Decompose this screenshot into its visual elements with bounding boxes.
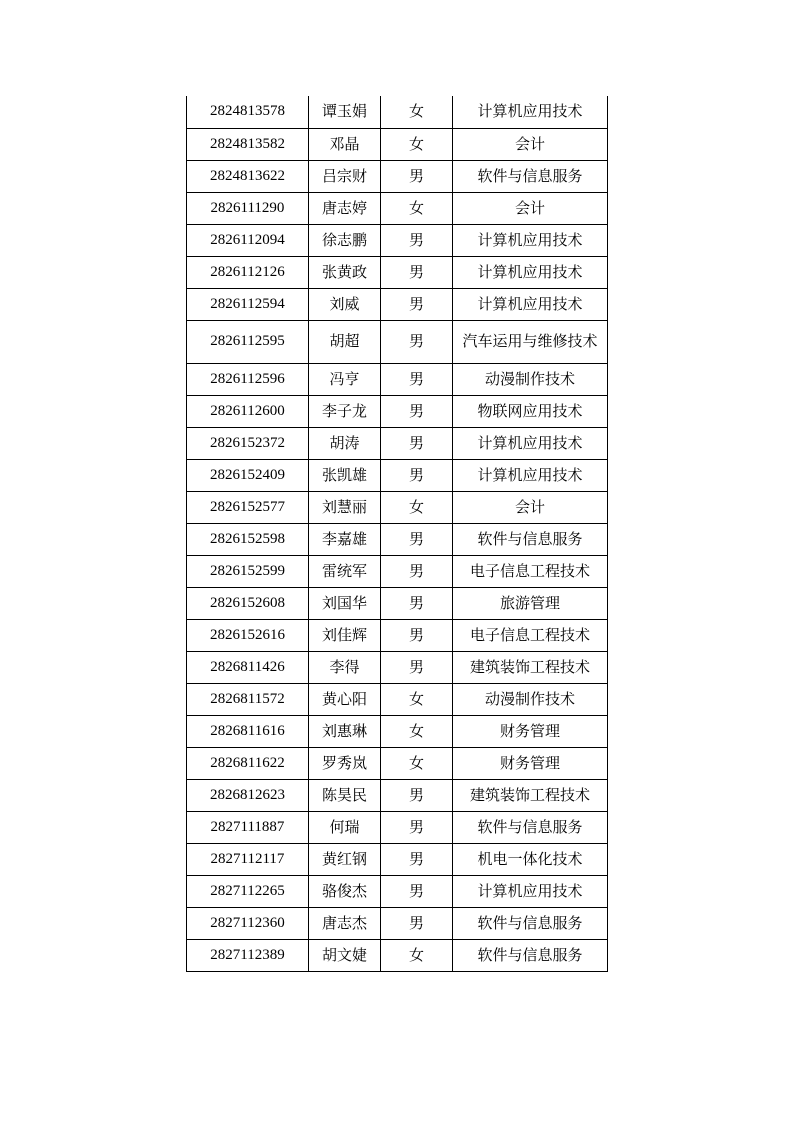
student-name-cell: 李子龙 [309, 395, 381, 427]
table-row [187, 747, 608, 779]
student-major-cell: 软件与信息服务 [453, 907, 608, 939]
student-major-cell: 电子信息工程技术 [453, 555, 608, 587]
table-row [187, 875, 608, 907]
student-name-cell: 刘国华 [309, 587, 381, 619]
table-row [187, 683, 608, 715]
student-id-cell: 2826811426 [187, 651, 309, 683]
student-gender-cell: 女 [381, 939, 453, 971]
student-major-cell: 财务管理 [453, 715, 608, 747]
student-name-cell: 张凯雄 [309, 459, 381, 491]
student-major-cell: 计算机应用技术 [453, 96, 608, 128]
table-row [187, 128, 608, 160]
student-id-cell: 2826112094 [187, 224, 309, 256]
student-major-cell: 计算机应用技术 [453, 224, 608, 256]
student-id-cell: 2827112265 [187, 875, 309, 907]
student-gender-cell: 男 [381, 256, 453, 288]
student-name-cell: 胡文婕 [309, 939, 381, 971]
student-gender-cell: 男 [381, 907, 453, 939]
student-name-cell: 吕宗财 [309, 160, 381, 192]
student-gender-cell: 男 [381, 555, 453, 587]
student-id-cell: 2826112596 [187, 363, 309, 395]
student-major-cell: 软件与信息服务 [453, 811, 608, 843]
table-row [187, 427, 608, 459]
table-row [187, 395, 608, 427]
student-gender-cell: 男 [381, 288, 453, 320]
table-row [187, 320, 608, 363]
student-id-cell: 2826152599 [187, 555, 309, 587]
student-major-cell: 会计 [453, 491, 608, 523]
student-table [186, 96, 608, 972]
student-major-cell: 软件与信息服务 [453, 939, 608, 971]
table-row [187, 523, 608, 555]
student-id-cell: 2827111887 [187, 811, 309, 843]
student-name-cell: 刘佳辉 [309, 619, 381, 651]
student-name-cell: 罗秀岚 [309, 747, 381, 779]
student-major-cell: 财务管理 [453, 747, 608, 779]
student-id-cell: 2827112389 [187, 939, 309, 971]
student-id-cell: 2826152608 [187, 587, 309, 619]
student-name-cell: 何瑞 [309, 811, 381, 843]
student-id-cell: 2826152598 [187, 523, 309, 555]
student-name-cell: 刘慧丽 [309, 491, 381, 523]
student-name-cell: 李嘉雄 [309, 523, 381, 555]
student-gender-cell: 男 [381, 224, 453, 256]
student-major-cell: 计算机应用技术 [453, 459, 608, 491]
student-major-cell: 会计 [453, 128, 608, 160]
table-row [187, 907, 608, 939]
student-name-cell: 胡超 [309, 320, 381, 363]
student-major-cell: 建筑装饰工程技术 [453, 651, 608, 683]
student-name-cell: 邓晶 [309, 128, 381, 160]
student-major-cell: 会计 [453, 192, 608, 224]
student-id-cell: 2826152372 [187, 427, 309, 459]
student-major-cell: 机电一体化技术 [453, 843, 608, 875]
student-id-cell: 2826152616 [187, 619, 309, 651]
student-name-cell: 黄心阳 [309, 683, 381, 715]
student-gender-cell: 男 [381, 395, 453, 427]
student-major-cell: 计算机应用技术 [453, 875, 608, 907]
student-name-cell: 陈昊民 [309, 779, 381, 811]
table-row [187, 224, 608, 256]
student-gender-cell: 女 [381, 96, 453, 128]
student-id-cell: 2826112126 [187, 256, 309, 288]
student-major-cell: 旅游管理 [453, 587, 608, 619]
student-gender-cell: 男 [381, 875, 453, 907]
table-row [187, 192, 608, 224]
student-gender-cell: 男 [381, 160, 453, 192]
student-major-cell: 计算机应用技术 [453, 288, 608, 320]
student-major-cell: 汽车运用与维修技术 [453, 320, 608, 363]
student-id-cell: 2824813578 [187, 96, 309, 128]
student-gender-cell: 女 [381, 192, 453, 224]
student-id-cell: 2826112600 [187, 395, 309, 427]
student-name-cell: 唐志婷 [309, 192, 381, 224]
student-name-cell: 雷统军 [309, 555, 381, 587]
table-row [187, 811, 608, 843]
student-id-cell: 2826811622 [187, 747, 309, 779]
student-name-cell: 张黄政 [309, 256, 381, 288]
student-id-cell: 2827112117 [187, 843, 309, 875]
student-id-cell: 2826112595 [187, 320, 309, 363]
student-id-cell: 2826112594 [187, 288, 309, 320]
student-name-cell: 李得 [309, 651, 381, 683]
student-major-cell: 动漫制作技术 [453, 683, 608, 715]
student-gender-cell: 女 [381, 715, 453, 747]
student-name-cell: 黄红钢 [309, 843, 381, 875]
student-name-cell: 骆俊杰 [309, 875, 381, 907]
table-row [187, 256, 608, 288]
table-row [187, 587, 608, 619]
student-gender-cell: 男 [381, 779, 453, 811]
student-major-cell: 建筑装饰工程技术 [453, 779, 608, 811]
student-name-cell: 谭玉娟 [309, 96, 381, 128]
table-row [187, 288, 608, 320]
table-row [187, 555, 608, 587]
table-row [187, 715, 608, 747]
student-gender-cell: 女 [381, 683, 453, 715]
student-id-cell: 2826111290 [187, 192, 309, 224]
table-row [187, 459, 608, 491]
student-major-cell: 软件与信息服务 [453, 523, 608, 555]
student-major-cell: 计算机应用技术 [453, 427, 608, 459]
student-name-cell: 刘惠琳 [309, 715, 381, 747]
student-id-cell: 2826152577 [187, 491, 309, 523]
table-row [187, 96, 608, 128]
table-row [187, 160, 608, 192]
student-gender-cell: 男 [381, 363, 453, 395]
student-id-cell: 2826812623 [187, 779, 309, 811]
student-name-cell: 徐志鹏 [309, 224, 381, 256]
student-major-cell: 物联网应用技术 [453, 395, 608, 427]
table-row [187, 363, 608, 395]
student-id-cell: 2824813622 [187, 160, 309, 192]
table-row [187, 939, 608, 971]
table-row [187, 619, 608, 651]
student-table-body [187, 96, 608, 971]
student-gender-cell: 男 [381, 459, 453, 491]
student-gender-cell: 男 [381, 587, 453, 619]
table-row [187, 779, 608, 811]
student-gender-cell: 男 [381, 427, 453, 459]
student-id-cell: 2824813582 [187, 128, 309, 160]
student-id-cell: 2827112360 [187, 907, 309, 939]
student-major-cell: 电子信息工程技术 [453, 619, 608, 651]
table-row [187, 651, 608, 683]
student-gender-cell: 男 [381, 651, 453, 683]
student-major-cell: 动漫制作技术 [453, 363, 608, 395]
student-id-cell: 2826152409 [187, 459, 309, 491]
student-gender-cell: 男 [381, 843, 453, 875]
student-name-cell: 胡涛 [309, 427, 381, 459]
student-id-cell: 2826811572 [187, 683, 309, 715]
student-major-cell: 软件与信息服务 [453, 160, 608, 192]
student-gender-cell: 男 [381, 320, 453, 363]
student-name-cell: 冯亨 [309, 363, 381, 395]
student-gender-cell: 男 [381, 523, 453, 555]
table-row [187, 491, 608, 523]
student-gender-cell: 女 [381, 491, 453, 523]
table-row [187, 843, 608, 875]
student-gender-cell: 女 [381, 747, 453, 779]
student-major-cell: 计算机应用技术 [453, 256, 608, 288]
student-gender-cell: 男 [381, 811, 453, 843]
student-name-cell: 刘威 [309, 288, 381, 320]
student-name-cell: 唐志杰 [309, 907, 381, 939]
student-gender-cell: 男 [381, 619, 453, 651]
student-gender-cell: 女 [381, 128, 453, 160]
student-id-cell: 2826811616 [187, 715, 309, 747]
